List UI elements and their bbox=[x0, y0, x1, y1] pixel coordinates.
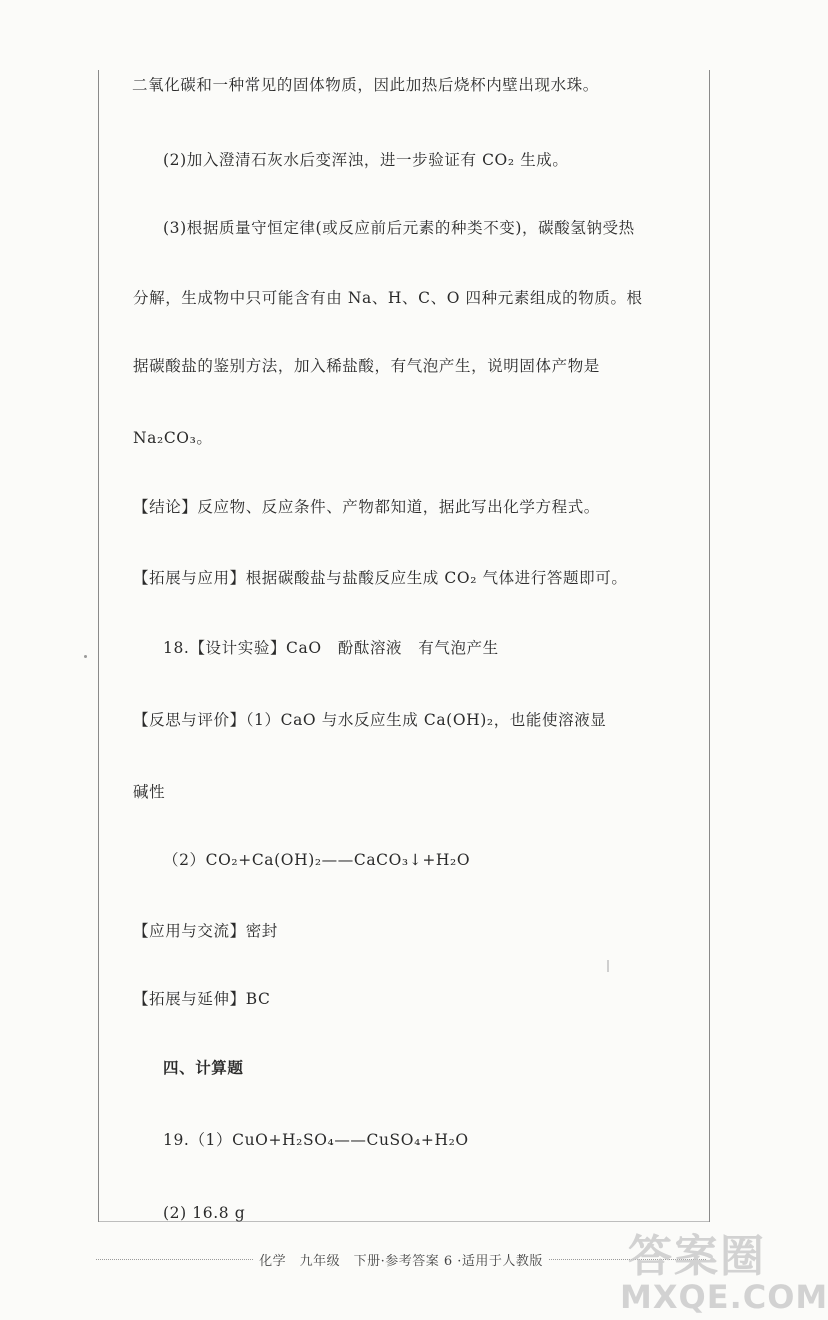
scan-speck bbox=[607, 960, 609, 972]
question-18-line: 18.【设计实验】CaO 酚酞溶液 有气泡产生 bbox=[163, 639, 499, 657]
answer-line: 分解，生成物中只可能含有由 Na、H、C、O 四种元素组成的物质。根 bbox=[133, 289, 643, 307]
page-footer bbox=[96, 1248, 706, 1270]
answer-line: 据碳酸盐的鉴别方法，加入稀盐酸，有气泡产生，说明固体产物是 bbox=[133, 357, 600, 375]
watermark-logo bbox=[620, 1220, 828, 1320]
extension-line: 【拓展与应用】根据碳酸盐与盐酸反应生成 CO₂ 气体进行答题即可。 bbox=[133, 569, 628, 587]
answer-line: (3)根据质量守恒定律(或反应前后元素的种类不变)，碳酸氢钠受热 bbox=[163, 219, 635, 237]
application-line: 【应用与交流】密封 bbox=[133, 922, 278, 940]
watermark-url: MXQE.COM bbox=[620, 1278, 828, 1316]
scan-speck bbox=[84, 655, 87, 658]
question-19-line: 19.（1）CuO+H₂SO₄——CuSO₄+H₂O bbox=[163, 1131, 469, 1149]
answer-line: 碱性 bbox=[133, 783, 166, 801]
footer-dotted-rule bbox=[96, 1259, 253, 1260]
answer-line: (2)加入澄清石灰水后变浑浊，进一步验证有 CO₂ 生成。 bbox=[163, 151, 569, 169]
conclusion-line: 【结论】反应物、反应条件、产物都知道，据此写出化学方程式。 bbox=[133, 498, 600, 516]
equation-line: （2）CO₂+Ca(OH)₂——CaCO₃↓+H₂O bbox=[163, 851, 471, 869]
answer-line: (2) 16.8 g bbox=[163, 1204, 246, 1222]
reflection-line: 【反思与评价】（1）CaO 与水反应生成 Ca(OH)₂，也能使溶液显 bbox=[133, 711, 607, 729]
section-heading: 四、计算题 bbox=[163, 1059, 244, 1077]
extension-line: 【拓展与延伸】BC bbox=[133, 990, 271, 1008]
footer-text: 化学 九年级 下册·参考答案 6 ·适用于人教版 bbox=[259, 1253, 543, 1269]
watermark-text: 答案圈 bbox=[628, 1231, 766, 1282]
answer-line: Na₂CO₃。 bbox=[133, 429, 213, 447]
answer-line: 二氧化碳和一种常见的固体物质，因此加热后烧杯内壁出现水珠。 bbox=[132, 76, 599, 94]
